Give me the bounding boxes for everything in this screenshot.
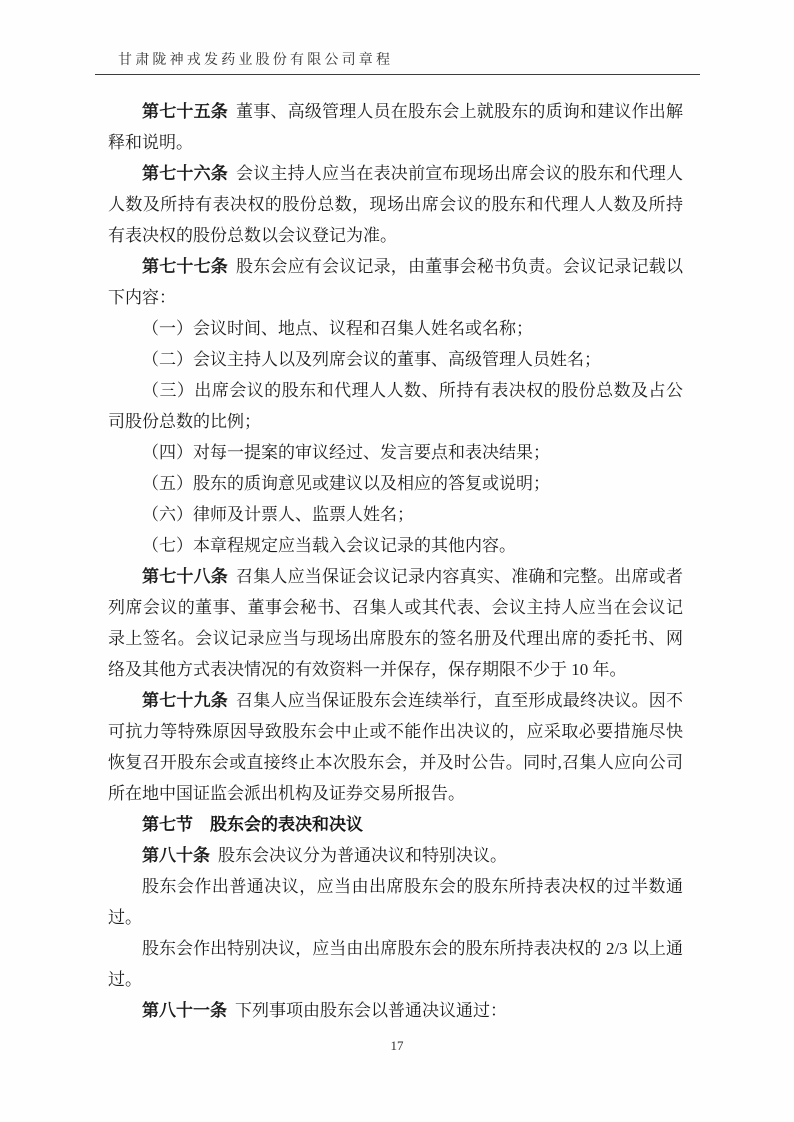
article-text: 下列事项由股东会以普通决议通过： (235, 1001, 507, 1020)
page-header-title: 甘肃陇神戎发药业股份有限公司章程 (118, 53, 394, 68)
page-number: 17 (390, 1038, 404, 1053)
article-paragraph (108, 840, 683, 871)
page-header (95, 49, 700, 75)
list-item-paragraph: （三）出席会议的股东和代理人人数、所持有表决权的股份总数及占公司股份总数的比例； (108, 381, 683, 431)
article-number: 第八十条 (142, 846, 210, 865)
article-text: 董事、高级管理人员在股东会上就股东的质询和建议作出解释和说明。 (108, 102, 683, 152)
paragraph: 股东会作出特别决议，应当由出席股东会的股东所持表决权的 2/3 以上通过。 (108, 939, 683, 989)
article-number: 第八十一条 (142, 1001, 227, 1020)
article-text: 股东会决议分为普通决议和特别决议。 (218, 846, 507, 865)
article-text: 召集人应当保证会议记录内容真实、准确和完整。出席或者列席会议的董事、董事会秘书、召集人或其代表、会议主持人应当在会议记录上签名。会议记录应当与现场出席股东的签名册及代理出席的委托书、网络及其他方式表决情况的有效资料一并保存，保存期限不少于 10 年。 (108, 567, 683, 679)
list-item-paragraph: （四）对每一提案的审议经过、发言要点和表决结果； (142, 443, 550, 462)
list-item-paragraph: （二）会议主持人以及列席会议的董事、高级管理人员姓名； (142, 350, 601, 369)
article-paragraph (108, 251, 683, 313)
paragraph: 股东会作出普通决议，应当由出席股东会的股东所持表决权的过半数通过。 (108, 877, 683, 927)
article-paragraph (108, 96, 683, 158)
article-text: 股东会应有会议记录，由董事会秘书负责。会议记录记载以下内容： (108, 257, 683, 307)
article-number: 第七十八条 (142, 567, 228, 586)
article-number: 第七十七条 (142, 257, 228, 276)
article-text: 召集人应当保证股东会连续举行，直至形成最终决议。因不可抗力等特殊原因导致股东会中止或不能作出决议的，应采取必要措施尽快恢复召开股东会或直接终止本次股东会，并及时公告。同时,召集人应向公司所在地中国证监会派出机构及证券交易所报告。 (108, 691, 683, 803)
article-text: 会议主持人应当在表决前宣布现场出席会议的股东和代理人人数及所持有表决权的股份总数，现场出席会议的股东和代理人人数及所持有表决权的股份总数以会议登记为准。 (108, 164, 683, 245)
document-body (108, 96, 683, 1026)
article-paragraph (108, 995, 683, 1026)
section-heading: 第七节 股东会的表决和决议 (142, 815, 363, 834)
article-number: 第七十六条 (142, 164, 228, 183)
article-paragraph (108, 561, 683, 685)
page-footer (0, 1038, 794, 1054)
list-item-paragraph: （七）本章程规定应当载入会议记录的其他内容。 (142, 536, 516, 555)
article-number: 第七十五条 (142, 102, 228, 121)
list-item-paragraph: （六）律师及计票人、监票人姓名； (142, 505, 414, 524)
article-paragraph (108, 158, 683, 251)
article-number: 第七十九条 (142, 691, 228, 710)
list-item-paragraph: （一）会议时间、地点、议程和召集人姓名或名称； (142, 319, 533, 338)
list-item-paragraph: （五）股东的质询意见或建议以及相应的答复或说明； (142, 474, 550, 493)
article-paragraph (108, 685, 683, 809)
